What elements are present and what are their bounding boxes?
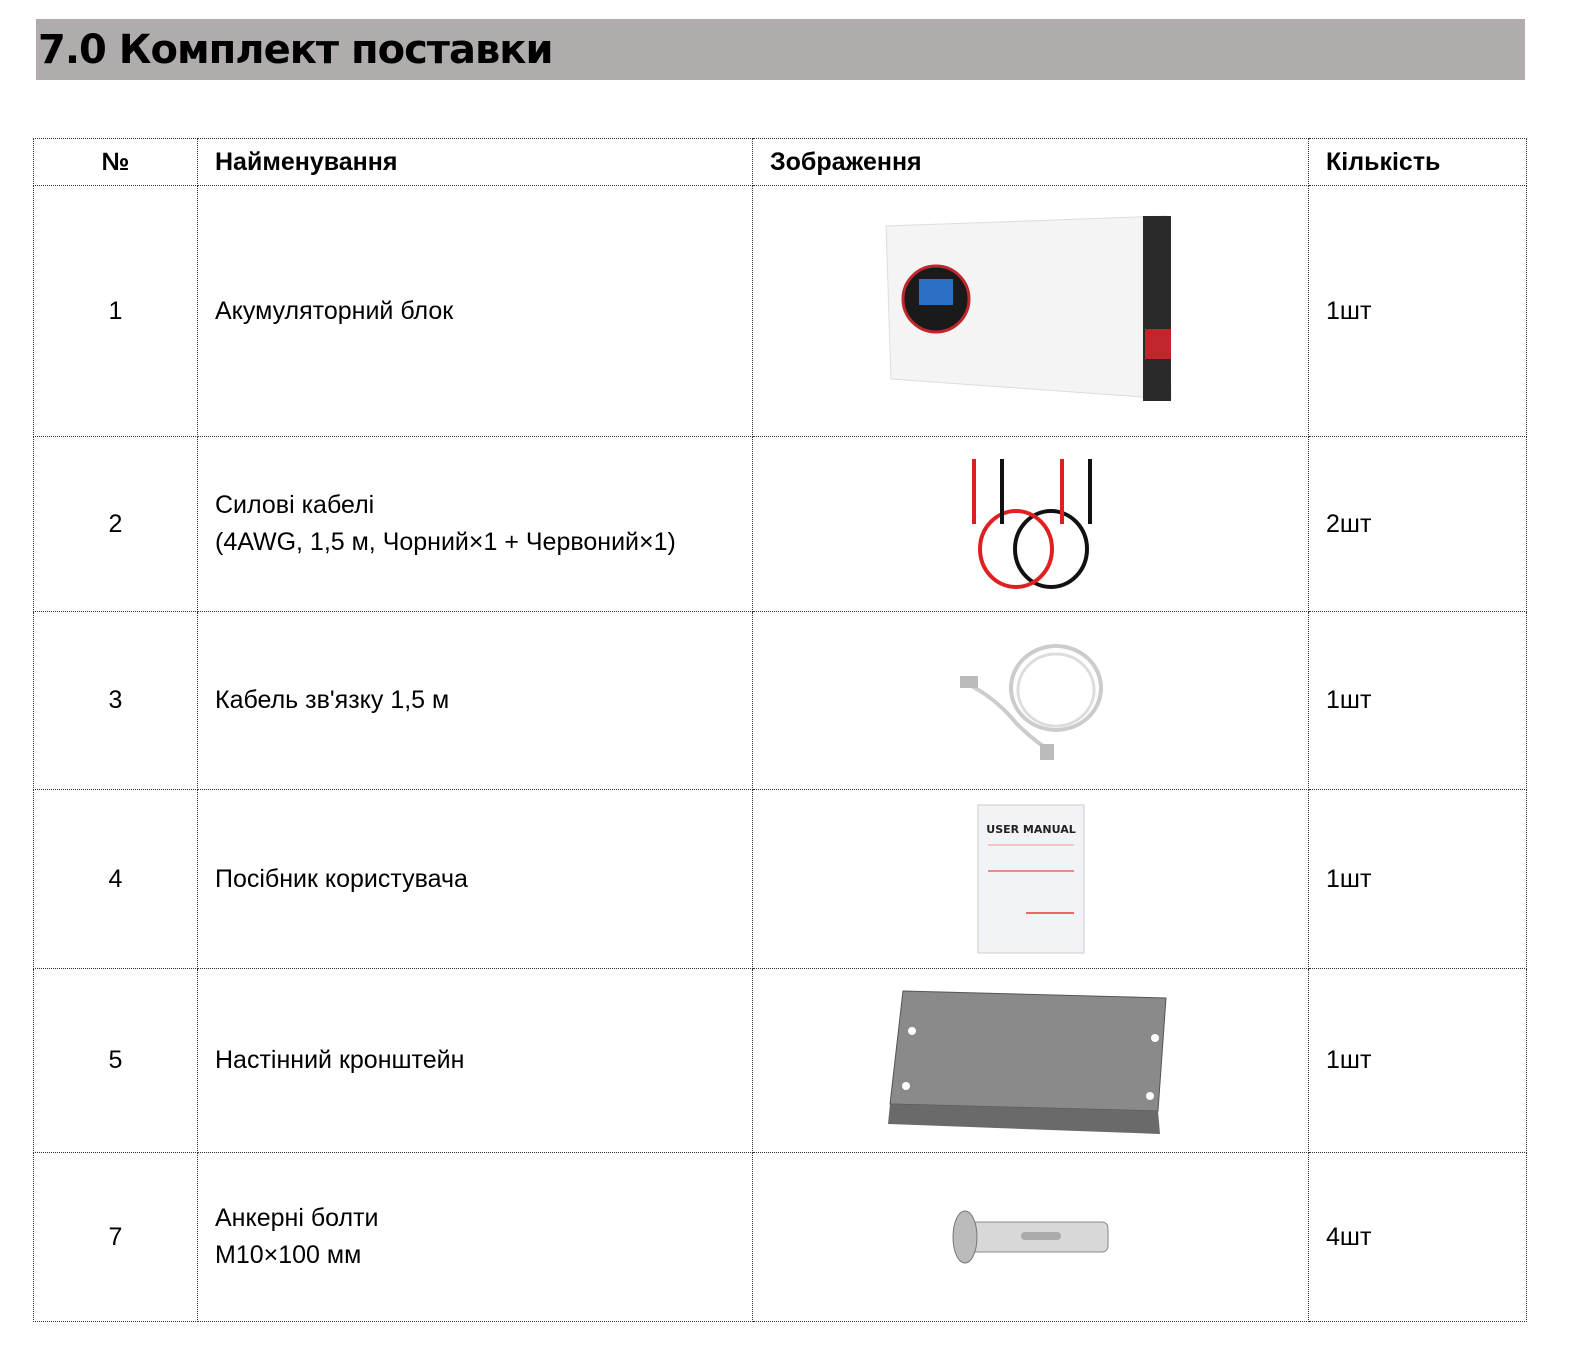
battery-unit-image xyxy=(881,214,1181,409)
header-number: № xyxy=(34,139,198,186)
section-title-bar xyxy=(36,19,1525,80)
row-number: 7 xyxy=(34,1153,198,1322)
row-name xyxy=(198,1153,753,1322)
anchor-bolt-image xyxy=(951,1202,1111,1272)
name-line: (4AWG, 1,5 м, Чорний×1 + Червоний×1) xyxy=(215,528,676,556)
name-line: Силові кабелі xyxy=(215,491,375,519)
name-line: Кабель зв'язку 1,5 м xyxy=(215,686,450,714)
power-cables-image xyxy=(966,454,1096,594)
row-quantity: 4шт xyxy=(1309,1153,1527,1322)
header-quantity: Кількість xyxy=(1309,139,1527,186)
name-line: Анкерні болти xyxy=(215,1204,379,1232)
row-name xyxy=(198,612,753,790)
row-quantity: 1шт xyxy=(1309,186,1527,437)
table-row xyxy=(34,1153,1527,1322)
row-image xyxy=(753,969,1309,1153)
name-line: Посібник користувача xyxy=(215,864,468,893)
row-name xyxy=(198,437,753,612)
row-quantity: 2шт xyxy=(1309,437,1527,612)
wall-bracket-image xyxy=(888,986,1173,1136)
delivery-contents-table xyxy=(33,138,1527,1322)
communication-cable-image xyxy=(956,638,1106,763)
table-row xyxy=(34,969,1527,1153)
section-title: 7.0 Комплект поставки xyxy=(38,27,553,73)
header-image: Зображення xyxy=(753,139,1309,186)
name-line: Настінний кронштейн xyxy=(215,1046,465,1074)
row-quantity: 1шт xyxy=(1309,790,1527,969)
row-image xyxy=(753,790,1309,969)
row-image xyxy=(753,612,1309,790)
row-number: 4 xyxy=(34,790,198,969)
row-number: 1 xyxy=(34,186,198,437)
row-name xyxy=(198,969,753,1153)
row-image xyxy=(753,186,1309,437)
row-number: 3 xyxy=(34,612,198,790)
name-line: Акумуляторний блок xyxy=(215,296,454,325)
table-row xyxy=(34,790,1527,969)
user-manual-image xyxy=(976,803,1086,955)
row-quantity: 1шт xyxy=(1309,612,1527,790)
row-number: 2 xyxy=(34,437,198,612)
table-header-row xyxy=(34,139,1527,186)
row-image xyxy=(753,437,1309,612)
table-row xyxy=(34,612,1527,790)
row-name xyxy=(198,790,753,969)
row-image xyxy=(753,1153,1309,1322)
row-quantity: 1шт xyxy=(1309,969,1527,1153)
table-row xyxy=(34,437,1527,612)
manual-cover-text: USER MANUAL xyxy=(985,823,1076,836)
table-row xyxy=(34,186,1527,437)
name-line: M10×100 мм xyxy=(215,1241,362,1269)
row-name xyxy=(198,186,753,437)
header-name: Найменування xyxy=(198,139,753,186)
row-number: 5 xyxy=(34,969,198,1153)
